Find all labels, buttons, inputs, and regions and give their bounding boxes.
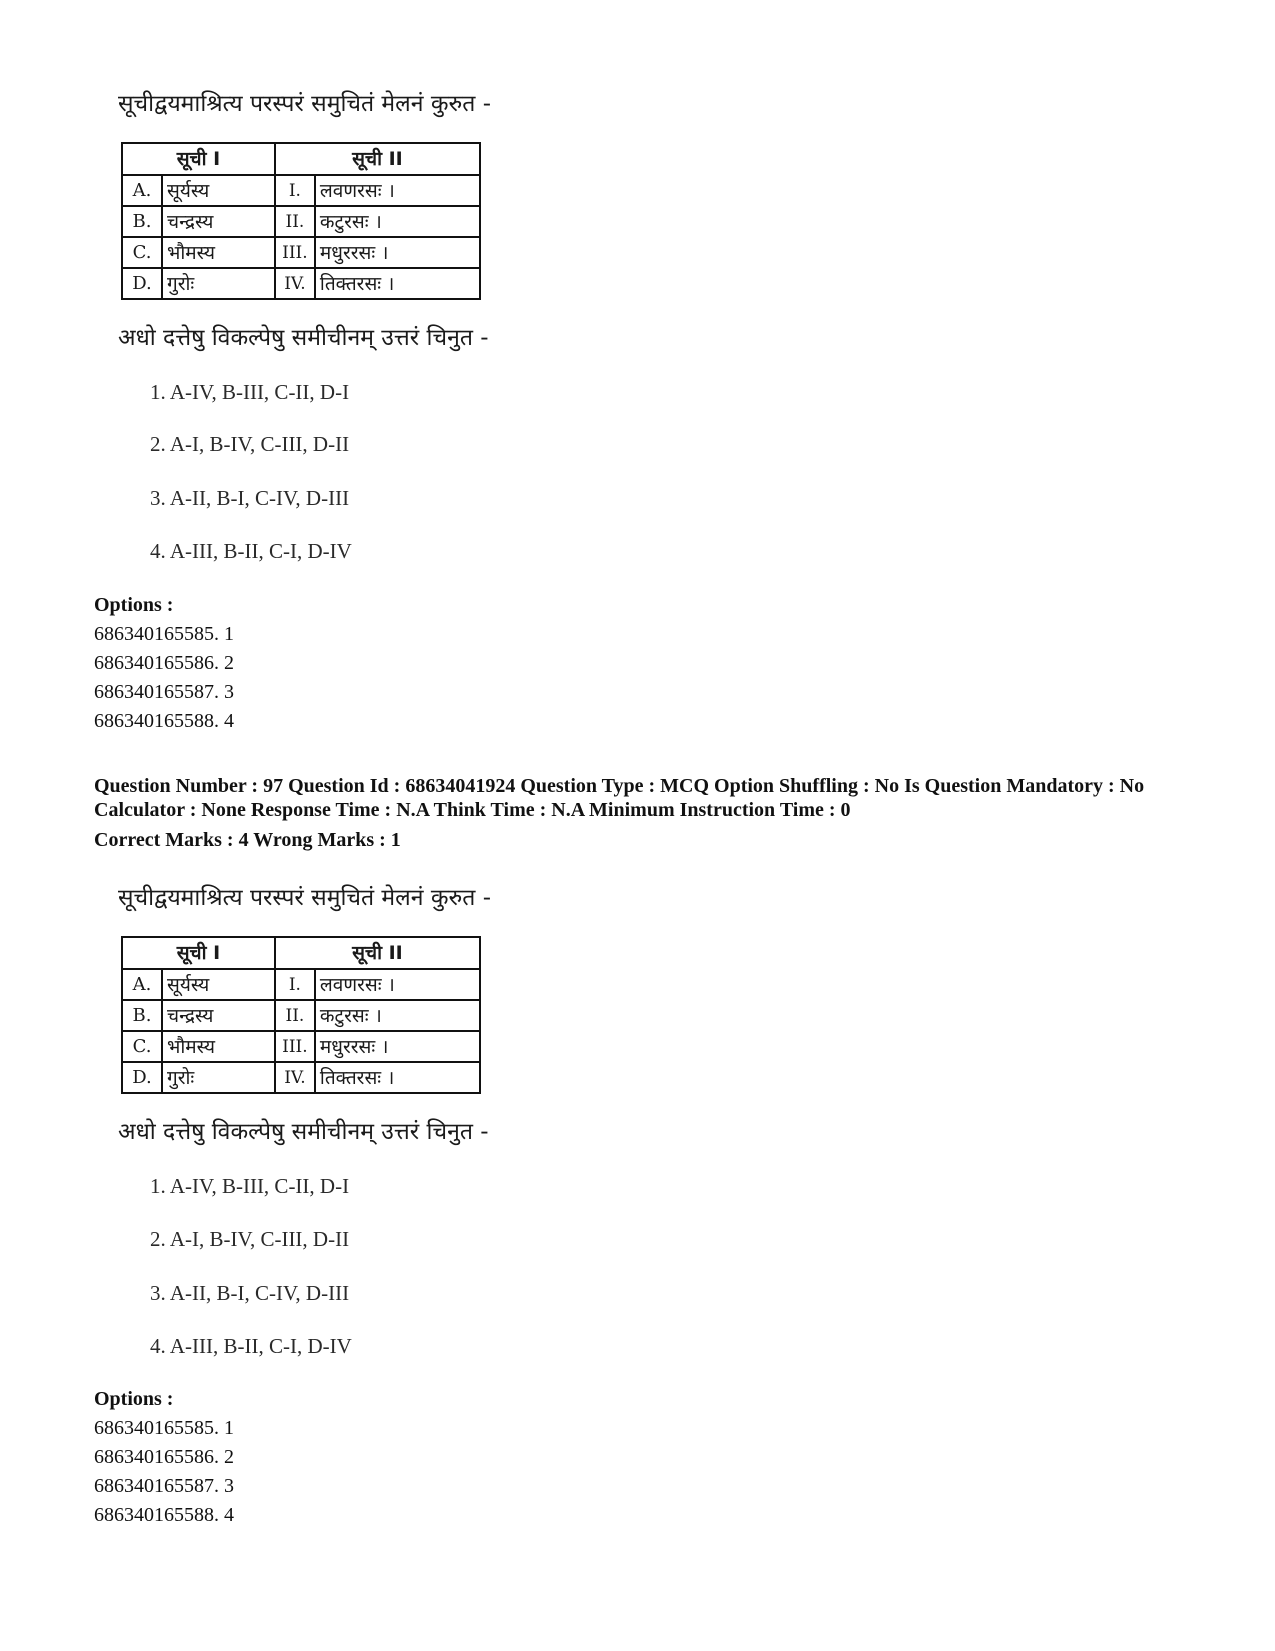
question-97-prompt: अधो दत्तेषु विकल्पेषु समीचीनम् उत्तरं चिनुत - (118, 1119, 489, 1145)
list1-header: सूची I (122, 143, 275, 175)
table-row: D. गुरोः IV. तिक्तरसः । (122, 1062, 480, 1093)
question-97-marks: Correct Marks : 4 Wrong Marks : 1 (94, 829, 401, 851)
table-row: A. सूर्यस्य I. लवणरसः । (122, 969, 480, 1000)
question-97-image-instruction: सूचीद्वयमाश्रित्य परस्परं समुचितं मेलनं कुरुत - (118, 885, 491, 911)
question-96-prompt: अधो दत्तेषु विकल्पेषु समीचीनम् उत्तरं चिनुत - (118, 325, 489, 351)
option-id: 686340165586. 2 (94, 652, 234, 674)
option-id: 686340165585. 1 (94, 623, 234, 645)
option-id: 686340165588. 4 (94, 710, 234, 732)
list2-header: सूची II (275, 937, 480, 969)
matching-table-q97 (121, 936, 481, 1094)
choice-3: 3. A-II, B-I, C-IV, D-III (150, 486, 350, 510)
table-row: A. सूर्यस्य I. लवणरसः । (122, 175, 480, 206)
choice-2: 2. A-I, B-IV, C-III, D-II (150, 432, 350, 456)
table-row: B. चन्द्रस्य II. कटुरसः । (122, 206, 480, 237)
list2-header: सूची II (275, 143, 480, 175)
option-id: 686340165588. 4 (94, 1504, 234, 1526)
table-row: D. गुरोः IV. तिक्तरसः । (122, 268, 480, 299)
matching-table-q96 (121, 142, 481, 300)
question-96-image-instruction: सूचीद्वयमाश्रित्य परस्परं समुचितं मेलनं कुरुत - (118, 91, 491, 117)
choice-2: 2. A-I, B-IV, C-III, D-II (150, 1227, 350, 1251)
choice-4: 4. A-III, B-II, C-I, D-IV (150, 1334, 352, 1358)
choice-1: 1. A-IV, B-III, C-II, D-I (150, 1174, 350, 1198)
table-row: C. भौमस्य III. मधुररसः । (122, 237, 480, 268)
choice-1: 1. A-IV, B-III, C-II, D-I (150, 380, 350, 404)
options-label: Options : (94, 594, 174, 616)
option-id: 686340165587. 3 (94, 681, 234, 703)
option-id: 686340165587. 3 (94, 1475, 234, 1497)
question-97-meta: Question Number : 97 Question Id : 68634041924 Question Type : MCQ Option Shuffling : No Is Question Mandatory : No Calculator : None Response Time : N.A Think Time : N.A Minimum Instruction Time : 0 (94, 775, 1145, 821)
table-row: B. चन्द्रस्य II. कटुरसः । (122, 1000, 480, 1031)
option-id: 686340165586. 2 (94, 1446, 234, 1468)
table-row: C. भौमस्य III. मधुररसः । (122, 1031, 480, 1062)
choice-4: 4. A-III, B-II, C-I, D-IV (150, 539, 352, 563)
options-label: Options : (94, 1388, 174, 1410)
choice-3: 3. A-II, B-I, C-IV, D-III (150, 1281, 350, 1305)
list1-header: सूची I (122, 937, 275, 969)
option-id: 686340165585. 1 (94, 1417, 234, 1439)
